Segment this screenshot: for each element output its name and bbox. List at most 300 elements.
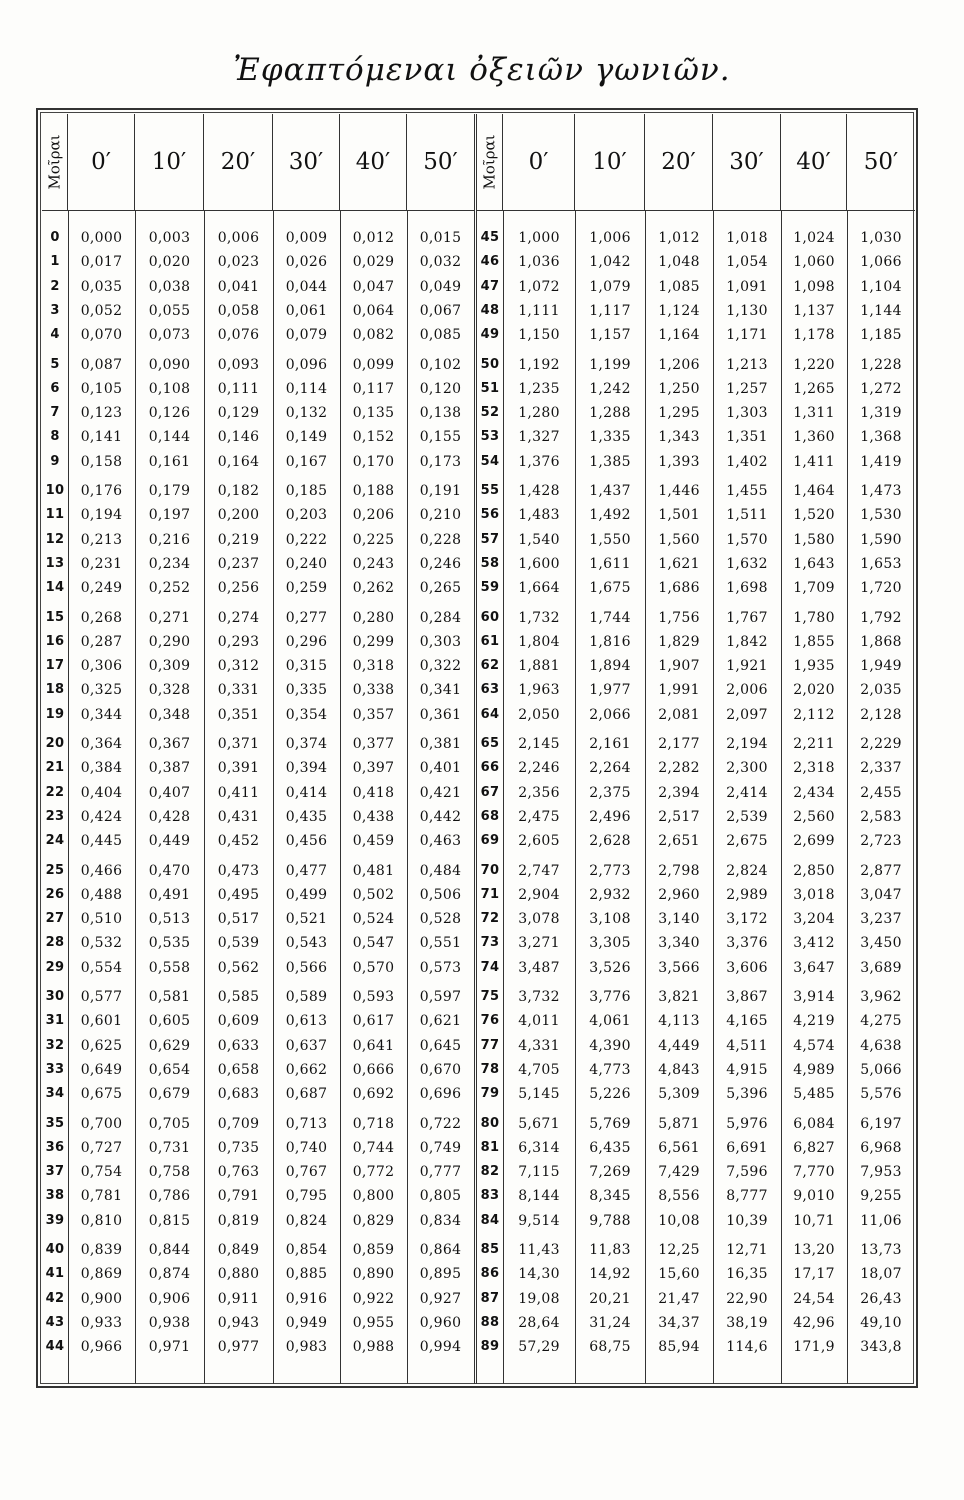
degree-header bbox=[42, 114, 68, 210]
tangent-value-cell: 0,219 bbox=[217, 531, 260, 548]
table-row bbox=[477, 805, 915, 829]
tangent-value-cell: 343,8 bbox=[860, 1339, 902, 1356]
degree-cell: 31 bbox=[45, 1013, 65, 1029]
tangent-value-cell: 0,146 bbox=[217, 429, 260, 446]
tangent-value-cell: 2,177 bbox=[658, 736, 700, 752]
tangent-value-cell: 3,271 bbox=[518, 935, 560, 952]
tangent-value-cell: 0,374 bbox=[285, 736, 328, 752]
tangent-value-cell: 1,192 bbox=[518, 356, 560, 373]
tangent-value-cell: 0,735 bbox=[217, 1139, 260, 1156]
tangent-value-cell: 0,449 bbox=[148, 833, 191, 850]
table-row bbox=[477, 1287, 915, 1311]
tangent-value-cell: 0,933 bbox=[80, 1314, 123, 1331]
table-row bbox=[42, 576, 474, 600]
tangent-value-cell: 0,625 bbox=[80, 1037, 123, 1054]
tangent-value-cell: 0,149 bbox=[285, 429, 328, 446]
table-row bbox=[42, 703, 474, 727]
tangent-value-cell: 1,393 bbox=[658, 453, 700, 470]
tangent-value-cell: 1,006 bbox=[589, 230, 631, 246]
tangent-value-cell: 2,798 bbox=[658, 862, 700, 879]
degree-cell: 25 bbox=[45, 862, 65, 878]
degree-cell: 55 bbox=[480, 483, 500, 498]
table-row bbox=[42, 1184, 474, 1208]
tangent-value-cell: 0,666 bbox=[352, 1061, 395, 1078]
tangent-value-cell: 4,390 bbox=[589, 1037, 631, 1054]
tangent-value-cell: 4,165 bbox=[726, 1013, 768, 1030]
tangent-value-cell: 0,844 bbox=[148, 1242, 191, 1258]
tangent-value-cell: 5,145 bbox=[518, 1086, 560, 1103]
tangent-value-cell: 0,900 bbox=[80, 1290, 123, 1307]
tangent-value-cell: 0,035 bbox=[80, 278, 123, 295]
tangent-value-cell: 0,331 bbox=[217, 682, 260, 699]
table-row bbox=[42, 985, 474, 1009]
tangent-value-cell: 57,29 bbox=[518, 1339, 560, 1356]
tangent-value-cell: 2,318 bbox=[793, 760, 835, 777]
tangent-value-cell: 0,713 bbox=[285, 1115, 328, 1132]
degree-cell: 61 bbox=[480, 633, 500, 649]
tangent-value-cell: 0,971 bbox=[148, 1339, 191, 1356]
tangent-value-cell: 0,287 bbox=[80, 633, 123, 650]
tangent-value-cell: 1,220 bbox=[793, 356, 835, 373]
tangent-value-cell: 0,864 bbox=[419, 1242, 462, 1258]
tangent-value-cell: 3,647 bbox=[793, 959, 835, 976]
tangent-value-cell: 0,573 bbox=[419, 959, 462, 976]
table-row bbox=[477, 606, 915, 630]
tangent-value-cell: 1,030 bbox=[860, 230, 902, 246]
degree-cell: 17 bbox=[45, 658, 65, 674]
degree-cell: 42 bbox=[45, 1290, 65, 1306]
tangent-value-cell: 2,020 bbox=[793, 682, 835, 699]
tangent-value-cell: 0,597 bbox=[419, 989, 462, 1005]
tangent-value-cell: 0,328 bbox=[148, 682, 191, 699]
tangent-value-cell: 1,907 bbox=[658, 658, 700, 675]
tangent-value-cell: 0,558 bbox=[148, 959, 191, 976]
tangent-value-cell: 26,43 bbox=[860, 1290, 902, 1307]
tangent-value-cell: 1,804 bbox=[518, 633, 560, 650]
tangent-value-cell: 0,499 bbox=[285, 886, 328, 903]
tangent-value-cell: 0,484 bbox=[419, 862, 462, 879]
table-row bbox=[42, 931, 474, 955]
tangent-value-cell: 0,605 bbox=[148, 1013, 191, 1030]
tangent-value-cell: 0,216 bbox=[148, 531, 191, 548]
tangent-value-cell: 1,351 bbox=[726, 429, 768, 446]
tangent-value-cell: 22,90 bbox=[726, 1290, 768, 1307]
table-row bbox=[477, 1112, 915, 1136]
tangent-value-cell: 1,446 bbox=[658, 483, 700, 499]
degree-cell: 18 bbox=[45, 682, 65, 698]
tangent-value-cell: 2,560 bbox=[793, 808, 835, 825]
degree-cell: 2 bbox=[50, 278, 60, 294]
tangent-value-cell: 0,641 bbox=[352, 1037, 395, 1054]
tangent-value-cell: 16,35 bbox=[726, 1266, 768, 1283]
tangent-value-cell: 0,256 bbox=[217, 580, 260, 597]
tangent-value-cell: 5,309 bbox=[658, 1086, 700, 1103]
tangent-value-cell: 0,318 bbox=[352, 658, 395, 675]
tangent-value-cell: 0,938 bbox=[148, 1314, 191, 1331]
degree-cell: 28 bbox=[45, 935, 65, 951]
tangent-value-cell: 0,869 bbox=[80, 1266, 123, 1283]
tangent-value-cell: 0,102 bbox=[419, 356, 462, 373]
tangent-value-cell: 0,675 bbox=[80, 1086, 123, 1103]
tangent-value-cell: 0,120 bbox=[419, 380, 462, 397]
tangent-value-cell: 0,397 bbox=[352, 760, 395, 777]
tangent-value-cell: 3,776 bbox=[589, 989, 631, 1005]
degree-cell: 26 bbox=[45, 886, 65, 902]
degree-cell: 16 bbox=[45, 633, 65, 649]
tangent-value-cell: 0,249 bbox=[80, 580, 123, 597]
tangent-value-cell: 0,988 bbox=[352, 1339, 395, 1356]
degree-cell: 78 bbox=[480, 1061, 500, 1077]
tangent-value-cell: 1,991 bbox=[658, 682, 700, 699]
tangent-value-cell: 1,402 bbox=[726, 453, 768, 470]
tangent-value-cell: 1,111 bbox=[518, 302, 560, 319]
tangent-value-cell: 1,060 bbox=[793, 254, 835, 271]
tangent-value-cell: 5,576 bbox=[860, 1086, 902, 1103]
degree-cell: 15 bbox=[45, 609, 65, 625]
table-row bbox=[477, 1058, 915, 1082]
tangent-value-cell: 1,257 bbox=[726, 380, 768, 397]
tangent-value-cell: 1,643 bbox=[793, 555, 835, 572]
degree-cell: 24 bbox=[45, 833, 65, 849]
minute-header: 20′ bbox=[204, 114, 273, 210]
table-row bbox=[42, 450, 474, 474]
table-row bbox=[42, 1082, 474, 1106]
tangent-value-cell: 2,877 bbox=[860, 862, 902, 879]
tangent-value-cell: 0,849 bbox=[217, 1242, 260, 1258]
tangent-value-cell: 10,08 bbox=[658, 1212, 700, 1229]
tangent-value-cell: 1,164 bbox=[658, 327, 700, 344]
tangent-value-cell: 1,079 bbox=[589, 278, 631, 295]
minute-header: 50′ bbox=[863, 149, 899, 175]
tangent-value-cell: 0,312 bbox=[217, 658, 260, 675]
tangent-value-cell: 0,966 bbox=[80, 1339, 123, 1356]
tangent-value-cell: 0,357 bbox=[352, 706, 395, 723]
tangent-value-cell: 1,250 bbox=[658, 380, 700, 397]
tangent-value-cell: 2,517 bbox=[658, 808, 700, 825]
degree-header bbox=[477, 114, 503, 210]
tangent-value-cell: 1,411 bbox=[793, 453, 835, 470]
table-row bbox=[477, 1009, 915, 1033]
tangent-value-cell: 0,414 bbox=[285, 784, 328, 801]
degree-cell: 38 bbox=[45, 1188, 65, 1204]
tangent-value-cell: 1,698 bbox=[726, 580, 768, 597]
tangent-value-cell: 1,511 bbox=[726, 507, 768, 524]
table-half-left bbox=[42, 114, 474, 1384]
tangent-value-cell: 18,07 bbox=[860, 1266, 902, 1283]
tangent-value-cell: 2,747 bbox=[518, 862, 560, 879]
degree-cell: 51 bbox=[480, 380, 500, 396]
table-row bbox=[477, 1082, 915, 1106]
tangent-value-cell: 1,242 bbox=[589, 380, 631, 397]
minute-header: 40′ bbox=[340, 114, 407, 210]
table-row bbox=[477, 756, 915, 780]
tangent-value-cell: 0,445 bbox=[80, 833, 123, 850]
tangent-value-cell: 1,868 bbox=[860, 633, 902, 650]
tangent-value-cell: 11,43 bbox=[518, 1242, 560, 1258]
tangent-value-cell: 0,170 bbox=[352, 453, 395, 470]
tangent-value-cell: 0,890 bbox=[352, 1266, 395, 1283]
degree-cell: 10 bbox=[45, 483, 65, 498]
tangent-value-cell: 2,455 bbox=[860, 784, 902, 801]
table-row bbox=[42, 907, 474, 931]
degree-cell: 36 bbox=[45, 1139, 65, 1155]
tangent-value-cell: 1,653 bbox=[860, 555, 902, 572]
tangent-value-cell: 2,128 bbox=[860, 706, 902, 723]
tangent-value-cell: 0,213 bbox=[80, 531, 123, 548]
tangent-value-cell: 0,032 bbox=[419, 254, 462, 271]
tangent-value-cell: 28,64 bbox=[518, 1314, 560, 1331]
tangent-value-cell: 0,381 bbox=[419, 736, 462, 752]
tangent-value-cell: 1,540 bbox=[518, 531, 560, 548]
tangent-value-cell: 1,632 bbox=[726, 555, 768, 572]
degree-cell: 56 bbox=[480, 507, 500, 523]
tangent-value-cell: 0,252 bbox=[148, 580, 191, 597]
tangent-value-cell: 0,200 bbox=[217, 507, 260, 524]
tangent-value-cell: 2,628 bbox=[589, 833, 631, 850]
tangent-value-cell: 1,720 bbox=[860, 580, 902, 597]
minute-header: 10′ bbox=[135, 114, 204, 210]
tangent-value-cell: 0,268 bbox=[80, 609, 123, 626]
tangent-value-cell: 3,914 bbox=[793, 989, 835, 1005]
tangent-value-cell: 1,501 bbox=[658, 507, 700, 524]
degree-cell: 6 bbox=[50, 380, 60, 396]
table-row bbox=[477, 377, 915, 401]
tangent-value-cell: 1,104 bbox=[860, 278, 902, 295]
tangent-value-cell: 4,011 bbox=[518, 1013, 560, 1030]
tangent-value-cell: 0,819 bbox=[217, 1212, 260, 1229]
table-row bbox=[42, 1058, 474, 1082]
tangent-value-cell: 4,113 bbox=[658, 1013, 700, 1030]
tangent-value-cell: 0,722 bbox=[419, 1115, 462, 1132]
tangent-value-cell: 1,199 bbox=[589, 356, 631, 373]
tangent-value-cell: 0,696 bbox=[419, 1086, 462, 1103]
tangent-value-cell: 1,473 bbox=[860, 483, 902, 499]
tangent-value-cell: 0,727 bbox=[80, 1139, 123, 1156]
tangent-value-cell: 0,070 bbox=[80, 327, 123, 344]
tangent-value-cell: 0,259 bbox=[285, 580, 328, 597]
tangent-value-cell: 0,344 bbox=[80, 706, 123, 723]
tangent-value-cell: 0,141 bbox=[80, 429, 123, 446]
tangent-value-cell: 1,530 bbox=[860, 507, 902, 524]
tangent-value-cell: 4,574 bbox=[793, 1037, 835, 1054]
tangent-value-cell: 1,881 bbox=[518, 658, 560, 675]
table-row bbox=[477, 703, 915, 727]
tangent-value-cell: 0,073 bbox=[148, 327, 191, 344]
tangent-value-cell: 0,052 bbox=[80, 302, 123, 319]
tangent-value-cell: 17,17 bbox=[793, 1266, 835, 1283]
tangent-value-cell: 2,605 bbox=[518, 833, 560, 850]
tangent-value-cell: 0,047 bbox=[352, 278, 395, 295]
tangent-value-cell: 0,061 bbox=[285, 302, 328, 319]
tangent-value-cell: 0,023 bbox=[217, 254, 260, 271]
table-row bbox=[477, 883, 915, 907]
tangent-value-cell: 1,335 bbox=[589, 429, 631, 446]
tangent-value-cell: 0,428 bbox=[148, 808, 191, 825]
tangent-value-cell: 0,155 bbox=[419, 429, 462, 446]
degree-cell: 69 bbox=[480, 833, 500, 849]
tangent-value-cell: 0,299 bbox=[352, 633, 395, 650]
tangent-value-cell: 0,983 bbox=[285, 1339, 328, 1356]
tangent-value-cell: 0,105 bbox=[80, 380, 123, 397]
tangent-value-cell: 0,240 bbox=[285, 555, 328, 572]
tangent-value-cell: 9,788 bbox=[589, 1212, 631, 1229]
tangent-value-cell: 0,777 bbox=[419, 1164, 462, 1181]
tangent-value-cell: 13,73 bbox=[860, 1242, 902, 1258]
tangent-value-cell: 3,140 bbox=[658, 911, 700, 928]
tangent-value-cell: 0,161 bbox=[148, 453, 191, 470]
tangent-value-cell: 0,539 bbox=[217, 935, 260, 952]
tangent-value-cell: 1,178 bbox=[793, 327, 835, 344]
table-row bbox=[477, 479, 915, 503]
degree-cell: 5 bbox=[50, 356, 60, 372]
tangent-value-cell: 0,076 bbox=[217, 327, 260, 344]
tangent-value-cell: 0,834 bbox=[419, 1212, 462, 1229]
degree-cell: 87 bbox=[480, 1290, 500, 1306]
tangent-value-cell: 1,842 bbox=[726, 633, 768, 650]
tangent-value-cell: 0,290 bbox=[148, 633, 191, 650]
tangent-value-cell: 1,124 bbox=[658, 302, 700, 319]
tangent-value-cell: 1,935 bbox=[793, 658, 835, 675]
table-row bbox=[477, 1160, 915, 1184]
degree-cell: 41 bbox=[45, 1266, 65, 1282]
tangent-value-cell: 0,740 bbox=[285, 1139, 328, 1156]
tangent-value-cell: 0,338 bbox=[352, 682, 395, 699]
tangent-value-cell: 0,874 bbox=[148, 1266, 191, 1283]
tangent-value-cell: 5,485 bbox=[793, 1086, 835, 1103]
minute-header: 30′ bbox=[713, 114, 781, 210]
tangent-value-cell: 0,629 bbox=[148, 1037, 191, 1054]
tangent-value-cell: 2,112 bbox=[793, 706, 835, 723]
tangent-value-cell: 0,463 bbox=[419, 833, 462, 850]
tangent-value-cell: 1,437 bbox=[589, 483, 631, 499]
tangent-value-cell: 0,543 bbox=[285, 935, 328, 952]
tangent-value-cell: 2,145 bbox=[518, 736, 560, 752]
tangent-value-cell: 1,550 bbox=[589, 531, 631, 548]
table-row bbox=[42, 678, 474, 702]
tangent-value-cell: 4,705 bbox=[518, 1061, 560, 1078]
tangent-value-cell: 0,977 bbox=[217, 1339, 260, 1356]
tangent-value-cell: 0,265 bbox=[419, 580, 462, 597]
tangent-value-cell: 85,94 bbox=[658, 1339, 700, 1356]
table-row bbox=[42, 528, 474, 552]
tangent-value-cell: 0,012 bbox=[352, 230, 395, 246]
tangent-value-cell: 0,144 bbox=[148, 429, 191, 446]
table-row bbox=[477, 829, 915, 853]
tangent-value-cell: 0,271 bbox=[148, 609, 191, 626]
table-row bbox=[477, 678, 915, 702]
degree-cell: 80 bbox=[480, 1115, 500, 1131]
tangent-value-cell: 2,434 bbox=[793, 784, 835, 801]
tangent-value-cell: 0,513 bbox=[148, 911, 191, 928]
degree-cell: 84 bbox=[480, 1212, 500, 1228]
tangent-value-cell: 24,54 bbox=[793, 1290, 835, 1307]
tangent-value-cell: 0,017 bbox=[80, 254, 123, 271]
table-row bbox=[42, 829, 474, 853]
table-row bbox=[477, 1136, 915, 1160]
tangent-value-cell: 2,375 bbox=[589, 784, 631, 801]
tangent-value-cell: 2,651 bbox=[658, 833, 700, 850]
table-row bbox=[477, 1311, 915, 1335]
tangent-value-cell: 42,96 bbox=[793, 1314, 835, 1331]
tangent-value-cell: 0,099 bbox=[352, 356, 395, 373]
tangent-value-cell: 0,055 bbox=[148, 302, 191, 319]
tangent-value-cell: 0,562 bbox=[217, 959, 260, 976]
tangent-value-cell: 0,096 bbox=[285, 356, 328, 373]
degree-cell: 37 bbox=[45, 1164, 65, 1180]
tangent-value-cell: 3,732 bbox=[518, 989, 560, 1005]
tangent-value-cell: 0,173 bbox=[419, 453, 462, 470]
tangent-value-cell: 0,421 bbox=[419, 784, 462, 801]
table-row bbox=[42, 503, 474, 527]
degree-cell: 47 bbox=[480, 278, 500, 294]
tangent-table bbox=[36, 108, 918, 1388]
tangent-value-cell: 0,079 bbox=[285, 327, 328, 344]
tangent-value-cell: 2,850 bbox=[793, 862, 835, 879]
tangent-value-cell: 1,048 bbox=[658, 254, 700, 271]
table-row bbox=[42, 956, 474, 980]
tangent-value-cell: 5,226 bbox=[589, 1086, 631, 1103]
tangent-value-cell: 171,9 bbox=[793, 1339, 835, 1356]
tangent-value-cell: 0,805 bbox=[419, 1188, 462, 1205]
table-row bbox=[42, 353, 474, 377]
tangent-value-cell: 0,960 bbox=[419, 1314, 462, 1331]
degree-cell: 34 bbox=[45, 1086, 65, 1102]
tangent-value-cell: 1,018 bbox=[726, 230, 768, 246]
degree-cell: 35 bbox=[45, 1115, 65, 1131]
tangent-value-cell: 12,25 bbox=[658, 1242, 700, 1258]
tangent-value-cell: 0,637 bbox=[285, 1037, 328, 1054]
tangent-value-cell: 0,309 bbox=[148, 658, 191, 675]
tangent-value-cell: 3,078 bbox=[518, 911, 560, 928]
degree-cell: 74 bbox=[480, 959, 500, 975]
degree-cell: 52 bbox=[480, 405, 500, 421]
tangent-value-cell: 0,191 bbox=[419, 483, 462, 499]
tangent-value-cell: 8,777 bbox=[726, 1188, 768, 1205]
tangent-value-cell: 0,609 bbox=[217, 1013, 260, 1030]
tangent-value-cell: 0,404 bbox=[80, 784, 123, 801]
tangent-value-cell: 38,19 bbox=[726, 1314, 768, 1331]
tangent-value-cell: 0,418 bbox=[352, 784, 395, 801]
tangent-value-cell: 2,960 bbox=[658, 886, 700, 903]
tangent-value-cell: 3,487 bbox=[518, 959, 560, 976]
tangent-value-cell: 7,596 bbox=[726, 1164, 768, 1181]
tangent-value-cell: 12,71 bbox=[726, 1242, 768, 1258]
tangent-value-cell: 0,927 bbox=[419, 1290, 462, 1307]
tangent-value-cell: 3,412 bbox=[793, 935, 835, 952]
tangent-value-cell: 2,081 bbox=[658, 706, 700, 723]
table-row bbox=[42, 275, 474, 299]
tangent-value-cell: 4,219 bbox=[793, 1013, 835, 1030]
tangent-value-cell: 0,315 bbox=[285, 658, 328, 675]
tangent-value-cell: 3,305 bbox=[589, 935, 631, 952]
tangent-value-cell: 0,303 bbox=[419, 633, 462, 650]
degree-cell: 82 bbox=[480, 1164, 500, 1180]
tangent-value-cell: 0,683 bbox=[217, 1086, 260, 1103]
tangent-value-cell: 1,085 bbox=[658, 278, 700, 295]
tangent-value-cell: 0,364 bbox=[80, 736, 123, 752]
tangent-value-cell: 0,633 bbox=[217, 1037, 260, 1054]
tangent-value-cell: 0,524 bbox=[352, 911, 395, 928]
tangent-value-cell: 2,699 bbox=[793, 833, 835, 850]
tangent-value-cell: 3,566 bbox=[658, 959, 700, 976]
degree-cell: 13 bbox=[45, 555, 65, 571]
tangent-value-cell: 0,731 bbox=[148, 1139, 191, 1156]
degree-cell: 45 bbox=[480, 230, 500, 245]
tangent-value-cell: 0,371 bbox=[217, 736, 260, 752]
degree-cell: 40 bbox=[45, 1242, 65, 1257]
tangent-value-cell: 5,396 bbox=[726, 1086, 768, 1103]
tangent-value-cell: 5,871 bbox=[658, 1115, 700, 1132]
